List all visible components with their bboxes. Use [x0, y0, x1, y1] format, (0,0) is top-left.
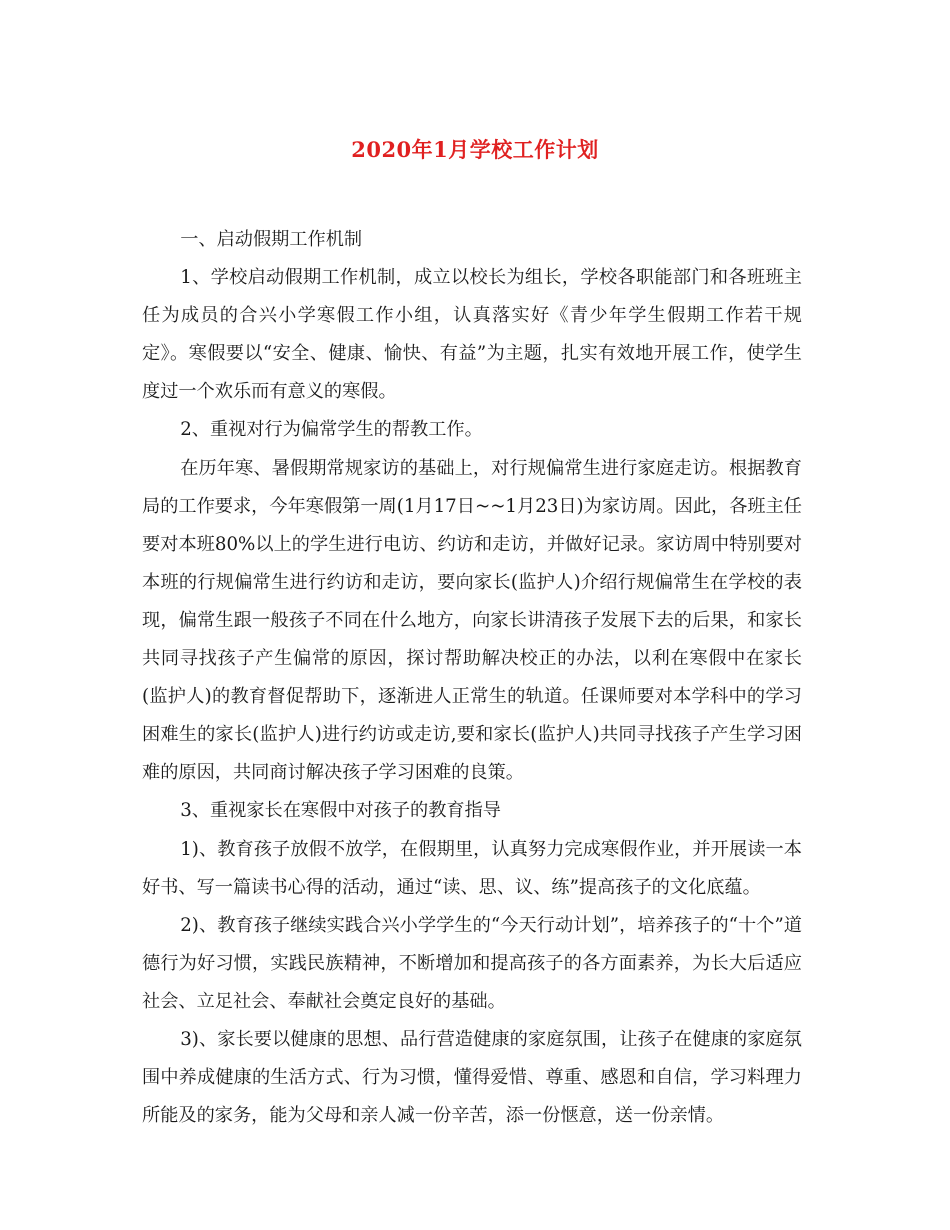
paragraph-subitem-1: 1)、教育孩子放假不放学，在假期里，认真努力完成寒假作业，并开展读一本好书、写一篇读书心得的活动，通过“读、思、议、练”提高孩子的文化底蕴。 — [142, 838, 802, 898]
paragraph-subitem-2: 2)、教育孩子继续实践合兴小学学生的“今天行动计划”，培养孩子的“十个”道德行为好习惯，实践民族精神，不断增加和提高孩子的各方面素养，为长大后适应社会、立足社会、奉献社会奠定良好的基础。 — [142, 914, 802, 1012]
paragraph-subitem-3: 3)、家长要以健康的思想、品行营造健康的家庭氛围，让孩子在健康的家庭氛围中养成健康的生活方式、行为习惯，懂得爱惜、尊重、感恩和自信，学习料理力所能及的家务，能为父母和亲人减一份辛苦，添一份惬意，送一份亲情。 — [142, 1028, 802, 1127]
paragraph-item-1: 1、学校启动假期工作机制，成立以校长为组长，学校各职能部门和各班班主任为成员的合兴小学寒假工作小组，认真落实好《青少年学生假期工作若干规定》。寒假要以“安全、健康、愉快、有益”为主题，扎实有效地开展工作，使学生度过一个欢乐而有意义的寒假。 — [142, 267, 802, 403]
paragraph-item-3: 3、重视家长在寒假中对孩子的教育指导 — [180, 800, 501, 822]
section-heading-1: 一、启动假期工作机制 — [180, 229, 363, 250]
document-body — [142, 221, 802, 1135]
document-title: 2020年1月学校工作计划 — [351, 137, 599, 162]
paragraph-home-visits: 在历年寒、暑假期常规家访的基础上，对行规偏常生进行家庭走访。根据教育局的工作要求，今年寒假第一周(1月17日~~1月23日)为家访周。因此，各班主任要对本班80%以上的学生进行电访、约访和走访，并做好记录。家访周中特别要对本班的行规偏常生进行约访和走访，要向家长(监护人)介绍行规偏常生在学校的表现，偏常生跟一般孩子不同在什么地方，向家长讲清孩子发展下去的后果，和家长共同寻找孩子产生偏常的原因，探讨帮助解决校正的办法，以利在寒假中在家长(监护人)的教育督促帮助下，逐渐进人正常生的轨道。任课师要对本学科中的学习困难生的家长(监护人)进行约访或走访,要和家长(监护人)共同寻找孩子产生学习困难的原因，共同商讨解决孩子学习困难的良策。 — [142, 457, 802, 784]
paragraph-item-2: 2、重视对行为偏常学生的帮教工作。 — [180, 419, 483, 441]
